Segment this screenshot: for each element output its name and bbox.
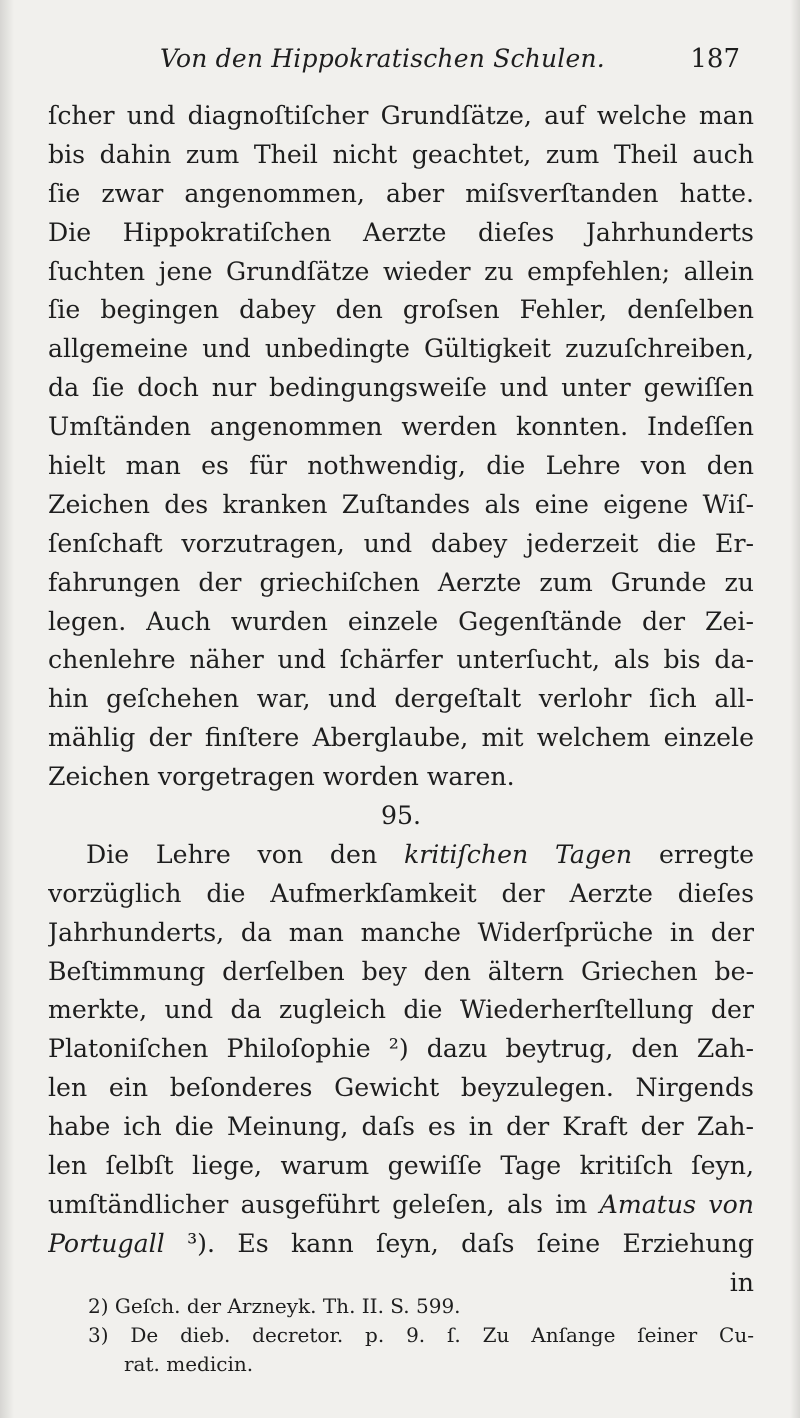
text-line (48, 1186, 754, 1225)
italic-term: Amatus von (599, 1189, 754, 1219)
footnotes (88, 1292, 754, 1379)
text-line: hin geſchehen war, und dergeſtalt verlohr ſich all- (48, 684, 754, 714)
text-line: vorzüglich die Aufmerkſamkeit der Aerzte dieſes (48, 878, 754, 908)
catchword: in (729, 1267, 754, 1297)
text-line: Umſtänden angenommen werden konnten. Indeſſen (48, 412, 754, 442)
text-run: Die Lehre von den (86, 839, 404, 869)
text-line (48, 836, 754, 875)
text-line: len ſelbſt liege, warum gewiſſe Tage kritiſch ſeyn, (48, 1151, 754, 1181)
running-title: Von den Hippokratischen Schulen. (160, 44, 605, 73)
text-line: Die Hippokratiſchen Aerzte dieſes Jahrhunderts (48, 217, 754, 247)
text-line: Zeichen vorgetragen worden waren. (48, 762, 515, 792)
section-number: 95. (380, 801, 422, 831)
text-line: ſuchten jene Grundſätze wieder zu empfehlen; allein (48, 256, 754, 286)
text-run: erregte (632, 839, 754, 869)
text-line: hielt man es für nothwendig, die Lehre von den (48, 451, 754, 481)
text-line: ſie begingen dabey den groſsen Fehler, denſelben (48, 295, 754, 325)
text-line: habe ich die Meinung, daſs es in der Kraft der Zah- (48, 1112, 754, 1142)
body-text (48, 97, 754, 1303)
text-line: merkte, und da zugleich die Wiederherſtellung der (48, 995, 754, 1025)
text-line: legen. Auch wurden einzele Gegenſtände der Zei- (48, 606, 754, 636)
page-number: 187 (690, 44, 740, 74)
text-run: umſtändlicher ausgeführt geleſen, als im (48, 1189, 600, 1219)
text-line: Platoniſchen Philoſophie ²) dazu beytrug, den Zah- (48, 1034, 754, 1064)
text-line: ſcher und diagnoſtiſcher Grundſätze, auf welche man (48, 101, 754, 130)
text-line: chenlehre näher und ſchärfer unterſucht, als bis da- (48, 645, 754, 675)
page-left-shadow (0, 0, 14, 1418)
italic-term: Portugall (48, 1228, 165, 1258)
text-line: ſie zwar angenommen, aber miſsverſtanden hatte. (48, 178, 754, 208)
text-line: da ſie doch nur bedingungsweiſe und unter gewiſſen (48, 373, 754, 403)
text-run: ³). Es kann ſeyn, daſs ſeine Erziehung (164, 1228, 754, 1258)
text-line: ſenſchaft vorzutragen, und dabey jederzeit die Er- (48, 528, 754, 558)
text-line: mählig der finſtere Aberglaube, mit welchem einzele (48, 723, 754, 753)
text-line: Jahrhunderts, da man manche Widerſprüche in der (48, 917, 754, 947)
text-line: Beſtimmung derſelben bey den ältern Griechen be- (48, 956, 754, 986)
footnote-3-continued: rat. medicin. (124, 1352, 254, 1376)
page-right-shadow (790, 0, 800, 1418)
text-line: bis dahin zum Theil nicht geachtet, zum Theil auch (48, 139, 754, 169)
text-line: Zeichen des kranken Zuſtandes als eine eigene Wiſ- (48, 489, 754, 519)
text-line: allgemeine und unbedingte Gültigkeit zuzuſchreiben, (48, 334, 754, 364)
footnote-3: 3) De dieb. decretor. p. 9. ſ. Zu Anſange ſeiner Cu- (88, 1323, 754, 1347)
page-header (160, 44, 740, 84)
text-line: len ein beſonderes Gewicht beyzulegen. Nirgends (48, 1073, 754, 1103)
italic-term: kritiſchen Tagen (403, 839, 633, 869)
footnote-2: 2) Geſch. der Arzneyk. Th. II. S. 599. (88, 1294, 461, 1318)
text-line: fahrungen der griechiſchen Aerzte zum Grunde zu (48, 567, 754, 597)
text-line (48, 1225, 754, 1264)
